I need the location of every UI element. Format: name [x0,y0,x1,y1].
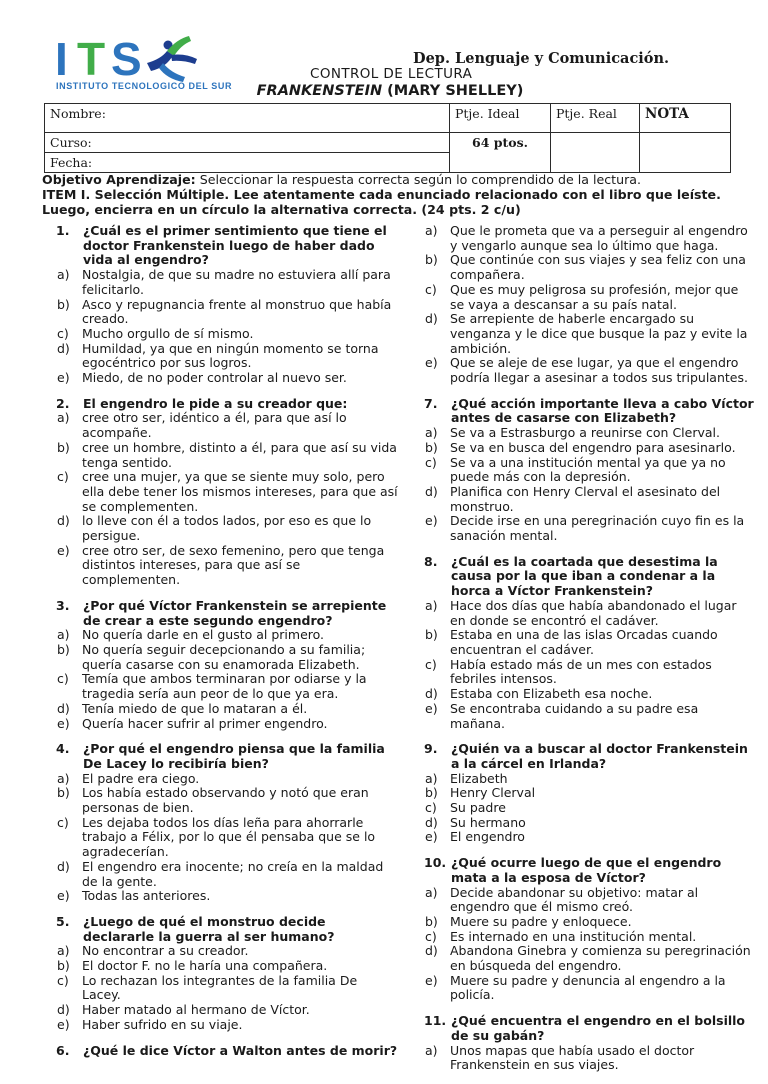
option-text: No quería darle en el gusto al primero. [82,627,325,643]
option-text: cree otro ser, de sexo femenino, pero que tenga distintos intereses, para que así se complementen. [82,542,385,588]
question-text: ¿Luego de qué el monstruo decide declararle la guerra al ser humano? [83,913,335,944]
questions-right-column [424,224,756,1084]
option-letter: d) [425,814,438,830]
option-text: Su padre [450,800,506,816]
option-row[interactable] [424,514,756,543]
option-letter: a) [425,884,438,900]
objective-text: Seleccionar la respuesta correcta según lo comprendido de la lectura. [195,172,641,187]
ptje-ideal-value: 64 ptos. [450,133,551,173]
question-number: 3. [56,597,70,613]
option-letter: a) [425,1042,438,1058]
option-letter: b) [57,641,70,657]
option-letter: d) [425,483,438,499]
option-row[interactable] [56,441,398,470]
option-text: El doctor F. no le haría una compañera. [82,958,328,974]
option-text: Nostalgia, de que su madre no estuviera allí para felicitarlo. [82,267,391,297]
question-text: ¿Qué encuentra el engendro en el bolsillo de su gabán? [451,1013,746,1043]
option-row[interactable] [424,944,756,973]
question-block [424,555,756,731]
option-text: Tenía miedo de que lo mataran a él. [82,700,308,716]
question-block [56,224,398,386]
option-text: Es internado en una institución mental. [450,928,697,944]
option-text: El padre era ciego. [82,770,200,786]
option-text: Que es muy peligrosa su profesión, mejor que se vaya a descansar a su país natal. [450,281,739,312]
question-text: ¿Por qué Víctor Frankenstein se arrepiente de crear a este segundo engendro? [83,597,387,628]
option-letter: a) [57,410,70,426]
option-text: Había estado más de un mes con estados febriles intensos. [450,656,712,687]
option-row[interactable] [424,253,756,282]
option-text: Que le prometa que va a perseguir al engendro y vengarlo aunque sea lo último que haga. [450,223,748,253]
option-text: No quería seguir decepcionando a su familia; quería casarse con su enamorada Elizabeth. [82,641,366,672]
option-text: Se va a una institución mental ya que ya no puede más con la depresión. [450,454,726,485]
option-letter: e) [57,888,70,904]
question-text: ¿Por qué el engendro piensa que la familia De Lacey lo recibiría bien? [83,741,385,771]
option-text: Todas las anteriores. [82,888,211,904]
question-text: ¿Cuál es el primer sentimiento que tiene el doctor Frankenstein luego de haber dado vida al engendro? [83,223,387,268]
option-letter: b) [425,913,438,929]
option-text: Mucho orgullo de sí mismo. [82,325,254,341]
logo-person-figure-icon [147,36,197,82]
option-text: El engendro era inocente; no creía en la maldad de la gente. [82,858,384,889]
question-block [424,742,756,845]
nota-header: NOTA [640,104,731,133]
option-row[interactable] [56,717,398,732]
option-text: Quería hacer sufrir al primer engendro. [82,715,328,731]
option-text: Abandona Ginebra y comienza su peregrinación en búsqueda del engendro. [450,943,751,974]
option-letter: e) [57,542,70,558]
option-letter: d) [425,943,438,959]
fecha-field[interactable]: Fecha: [45,153,450,173]
objective-label: Objetivo Aprendizaje: [42,172,196,187]
option-text: Planifica con Henry Clerval el asesinato del monstruo. [450,483,721,514]
option-row[interactable] [56,959,398,974]
option-row[interactable] [424,830,756,845]
item-instructions: ITEM I. Selección Múltiple. Lee atentamente cada enunciado relacionado con el libro que leíste. Luego, encierra en un círculo la alternativa correcta. (24 pts. 2 c/u) [42,186,721,217]
option-row[interactable] [424,456,756,485]
option-text: Se va a Estrasburgo a reunirse con Clerval. [450,425,720,441]
option-letter: e) [425,829,438,845]
option-text: Estaba en una de las islas Orcadas cuando encuentran el cadáver. [450,627,718,657]
control-de-lectura-title: CONTROL DE LECTURA [310,66,473,82]
option-row[interactable] [56,1003,398,1018]
question-header [424,1014,756,1043]
question-block [56,742,398,904]
nota-cell[interactable] [640,133,731,173]
option-row[interactable] [424,426,756,441]
option-text: Henry Clerval [450,785,536,801]
option-row[interactable] [424,224,756,253]
option-row[interactable] [424,658,756,687]
option-text: Se va en busca del engendro para asesinarlo. [450,439,736,455]
curso-field[interactable]: Curso: [45,133,450,153]
option-row[interactable] [56,544,398,588]
option-text: cree otro ser, idéntico a él, para que así lo acompañe. [82,410,347,441]
option-letter: d) [57,340,70,356]
option-text: Decide irse en una peregrinación cuyo fin es la sanación mental. [450,513,745,544]
question-header [424,856,756,885]
book-author: (MARY SHELLEY) [382,83,524,99]
option-letter: c) [57,325,69,341]
question-header [56,915,398,944]
option-text: Elizabeth [450,770,508,786]
option-text: Su hermano [450,814,526,830]
option-row[interactable] [56,786,398,815]
option-letter: b) [425,627,438,643]
name-field[interactable]: Nombre: [45,104,450,133]
option-letter: d) [425,686,438,702]
option-text: El engendro [450,829,525,845]
option-row[interactable] [56,672,398,701]
question-number: 1. [56,223,70,238]
objective-line [42,173,742,188]
option-letter: e) [57,370,70,386]
question-block [424,397,756,544]
option-letter: a) [425,223,438,238]
option-text: Miedo, de no poder controlar al nuevo ser. [82,370,347,386]
question-number: 2. [56,395,70,411]
option-text: Haber matado al hermano de Víctor. [82,1002,310,1018]
option-letter: c) [425,800,437,816]
option-letter: e) [425,355,438,371]
question-header [56,1044,398,1059]
option-row[interactable] [56,860,398,889]
question-text: El engendro le pide a su creador que: [83,395,348,411]
book-title [250,83,530,99]
option-letter: c) [425,454,437,470]
option-row[interactable] [56,702,398,717]
option-text: Se encontraba cuidando a su padre esa mañana. [450,700,699,731]
question-number: 11. [424,1013,447,1029]
option-row[interactable] [424,485,756,514]
option-letter: b) [425,252,438,268]
question-block [424,224,756,386]
option-text: No encontrar a su creador. [82,943,249,959]
option-row[interactable] [56,371,398,386]
student-info-table [44,103,731,173]
option-row[interactable] [56,974,398,1003]
question-number: 9. [424,741,438,757]
logo-letter-s: S [111,33,142,85]
option-letter: d) [57,513,70,529]
option-text: Los había estado observando y notó que eran personas de bien. [82,785,369,816]
option-text: cree un hombre, distinto a él, para que así su vida tenga sentido. [82,439,397,470]
option-letter: c) [57,814,69,830]
option-row[interactable] [424,441,756,456]
option-text: Que continúe con sus viajes y sea feliz con una compañera. [450,252,746,283]
option-letter: c) [425,928,437,944]
question-header [56,599,398,628]
option-letter: a) [57,627,70,643]
option-row[interactable] [56,816,398,860]
option-letter: d) [57,1002,70,1018]
option-letter: c) [425,656,437,672]
option-text: Muere su padre y denuncia al engendro a la policía. [450,972,726,1003]
option-row[interactable] [424,628,756,657]
department-title: Dep. Lenguaje y Comunicación. [413,50,670,67]
option-letter: b) [57,439,70,455]
question-number: 5. [56,913,70,929]
option-row[interactable] [424,886,756,915]
option-letter: b) [57,958,70,974]
option-row[interactable] [424,801,756,816]
option-text: Hace dos días que había abandonado el lugar en donde se encontró el cadáver. [450,597,737,628]
questions-area [56,224,756,1084]
option-letter: a) [425,770,438,786]
option-text: Humildad, ya que en ningún momento se torna egocéntrico por sus logros. [82,340,379,371]
option-letter: d) [57,858,70,874]
option-text: Unos mapas que había usado el doctor Frankenstein en sus viajes. [450,1042,695,1073]
ptje-real-cell[interactable] [551,133,640,173]
option-text: Haber sufrido en su viaje. [82,1016,243,1032]
option-row[interactable] [424,356,756,385]
question-number: 7. [424,395,438,411]
option-row[interactable] [424,1044,756,1073]
option-row[interactable] [56,470,398,514]
question-text: ¿Qué le dice Víctor a Walton antes de morir? [83,1042,398,1058]
question-text: ¿Qué ocurre luego de que el engendro mata a la esposa de Víctor? [451,855,722,885]
option-row[interactable] [424,915,756,930]
option-letter: a) [425,597,438,613]
question-block [56,397,398,588]
option-row[interactable] [56,268,398,297]
question-header [56,742,398,771]
question-header [56,397,398,412]
option-text: Que se aleje de ese lugar, ya que el engendro podría llegar a asesinar a todos sus tripulantes. [450,355,748,386]
questions-left-column [56,224,398,1084]
option-row[interactable] [424,816,756,831]
option-text: Decide abandonar su objetivo: matar al engendro que él mismo creó. [450,884,699,915]
option-row[interactable] [56,298,398,327]
question-number: 10. [424,855,447,871]
option-text: Asco y repugnancia frente al monstruo que había creado. [82,296,392,327]
option-text: lo lleve con él a todos lados, por eso es que lo persigue. [82,513,372,544]
question-number: 8. [424,553,438,569]
option-row[interactable] [424,772,756,787]
option-letter: c) [57,972,69,988]
option-row[interactable] [56,772,398,787]
book-name: FRANKENSTEIN [256,83,383,99]
logo-letter-t: T [77,33,106,85]
question-header [424,555,756,599]
option-row[interactable] [56,628,398,643]
option-text: Temía que ambos terminaran por odiarse y la tragedia sería aun peor de lo que ya era. [82,671,367,702]
option-letter: c) [57,671,69,687]
option-row[interactable] [56,327,398,342]
option-letter: c) [57,469,69,485]
question-number: 4. [56,741,70,757]
option-row[interactable] [424,687,756,702]
option-text: Les dejaba todos los días leña para ahorrarle trabajo a Félix, por lo que él pensaba que se lo agradecerían. [82,814,376,860]
option-text: Muere su padre y enloquece. [450,913,632,929]
option-letter: e) [57,715,70,731]
option-row[interactable] [56,342,398,371]
question-block [56,1044,398,1059]
logo-subtitle: INSTITUTO TECNOLOGICO DEL SUR [56,81,233,91]
option-text: Lo rechazan los integrantes de la familia De Lacey. [82,972,358,1003]
option-letter: e) [57,1016,70,1032]
option-letter: b) [425,785,438,801]
option-row[interactable] [56,889,398,904]
question-text: ¿Qué acción importante lleva a cabo Víctor antes de casarse con Elizabeth? [451,395,754,426]
option-row[interactable] [56,514,398,543]
option-row[interactable] [424,599,756,628]
question-text: ¿Cuál es la coartada que desestima la causa por la que iban a condenar a la horca a Víctor Frankenstein? [451,553,718,599]
option-row[interactable] [56,944,398,959]
option-letter: a) [57,267,70,283]
question-header [56,224,398,268]
option-letter: d) [57,700,70,716]
instructions [42,173,742,217]
option-letter: d) [425,311,438,327]
option-row[interactable] [56,1018,398,1033]
question-block [424,1014,756,1073]
option-row[interactable] [424,283,756,312]
question-block [424,856,756,1003]
option-row[interactable] [56,411,398,440]
option-text: cree una mujer, ya que se siente muy solo, pero ella debe tener los mismos intereses, para que así se complementen. [82,469,398,514]
option-row[interactable] [424,312,756,356]
option-letter: a) [57,770,70,786]
option-row[interactable] [56,643,398,672]
question-header [424,742,756,771]
option-letter: b) [425,439,438,455]
option-letter: b) [57,296,70,312]
question-block [56,915,398,1033]
option-row[interactable] [424,702,756,731]
option-letter: e) [425,513,438,529]
option-letter: a) [57,943,70,959]
option-letter: a) [425,425,438,441]
option-letter: e) [425,972,438,988]
logo-letter-i: I [55,33,68,85]
ptje-ideal-header: Ptje. Ideal [450,104,551,133]
option-text: Estaba con Elizabeth esa noche. [450,686,653,702]
option-row[interactable] [424,930,756,945]
option-letter: c) [425,281,437,297]
option-letter: b) [57,785,70,801]
question-header [424,397,756,426]
option-letter: e) [425,700,438,716]
option-text: Se arrepiente de haberle encargado su venganza y le dice que busque la paz y evite la ambición. [450,311,748,356]
question-block [56,599,398,731]
question-text: ¿Quién va a buscar al doctor Frankenstein a la cárcel en Irlanda? [451,741,748,771]
option-row[interactable] [424,786,756,801]
option-row[interactable] [424,974,756,1003]
ptje-real-header: Ptje. Real [551,104,640,133]
question-number: 6. [56,1042,70,1058]
